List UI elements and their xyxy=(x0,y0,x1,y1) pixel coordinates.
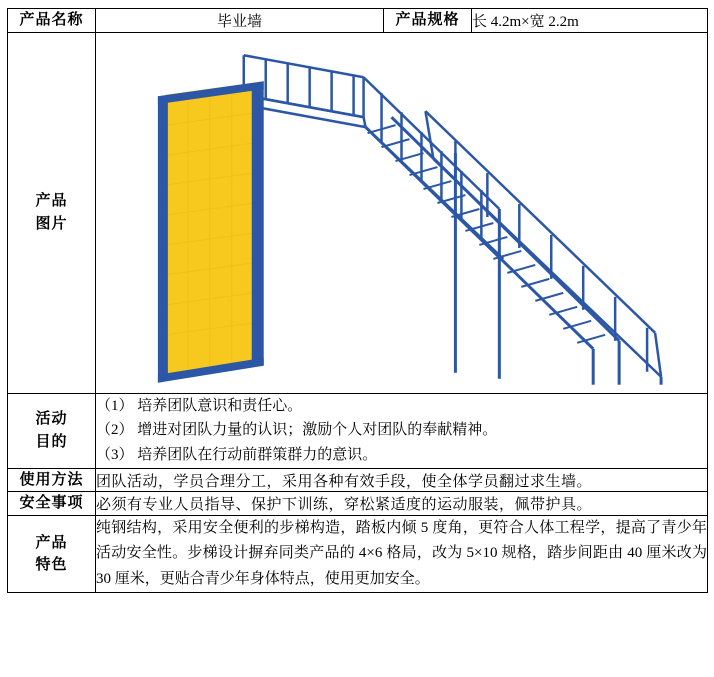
product-spec-value: 长 4.2m×宽 2.2m xyxy=(472,9,708,33)
product-spec-label: 产品规格 xyxy=(384,9,472,33)
product-name-label: 产品名称 xyxy=(8,9,96,33)
stair-treads xyxy=(368,125,606,343)
graduation-wall-illustration xyxy=(96,33,707,393)
feature-label-line2: 特色 xyxy=(35,557,68,573)
product-spec-sheet xyxy=(0,8,714,677)
product-image-cell xyxy=(96,32,708,393)
purpose-item-3: （3） 培养团队在行动前群策群力的意识。 xyxy=(96,447,378,463)
wall-panel xyxy=(166,83,254,381)
purpose-label-line2: 目的 xyxy=(35,433,68,450)
product-image-label-line1: 产品 xyxy=(35,193,68,209)
purpose-item-2: （2） 增进对团队力量的认识；激励个人对团队的奉献精神。 xyxy=(96,422,498,439)
table-row-product-image xyxy=(8,32,708,393)
feature-label-line1: 产品 xyxy=(35,534,68,551)
purpose-content xyxy=(96,393,708,468)
table-row-product-name xyxy=(8,9,708,33)
usage-value: 团队活动，学员合理分工，采用各种有效手段，使全体学员翻过求生墙。 xyxy=(96,468,708,492)
table-row-usage xyxy=(8,468,708,492)
product-image-label xyxy=(8,32,96,393)
usage-label: 使用方法 xyxy=(8,468,96,492)
safety-label: 安全事项 xyxy=(8,492,96,516)
safety-value: 必须有专业人员指导、保护下训练，穿松紧适度的运动服装，佩带护具。 xyxy=(96,492,708,516)
purpose-label xyxy=(8,393,96,468)
lower-handrail xyxy=(425,111,661,377)
product-image-label-line2: 图片 xyxy=(35,215,68,232)
purpose-item-1: （1） 培养团队意识和责任心。 xyxy=(96,397,303,414)
table-row-feature xyxy=(8,515,708,593)
table-row-safety xyxy=(8,492,708,516)
table-row-purpose xyxy=(8,393,708,468)
product-name-value: 毕业墙 xyxy=(96,9,384,33)
feature-value: 纯钢结构，采用安全便利的步梯构造，踏板内倾 5 度角，更符合人体工程学，提高了青少年活动安全性。步梯设计摒弃同类产品的 4×6 格局，改为 5×10 规格，踏步间距由 40 厘米改为 30 厘米，更贴合青少年身体特点，使用更加安全。 xyxy=(96,515,708,593)
feature-label xyxy=(8,515,96,593)
product-spec-table xyxy=(7,8,708,593)
purpose-label-line1: 活动 xyxy=(35,411,68,428)
